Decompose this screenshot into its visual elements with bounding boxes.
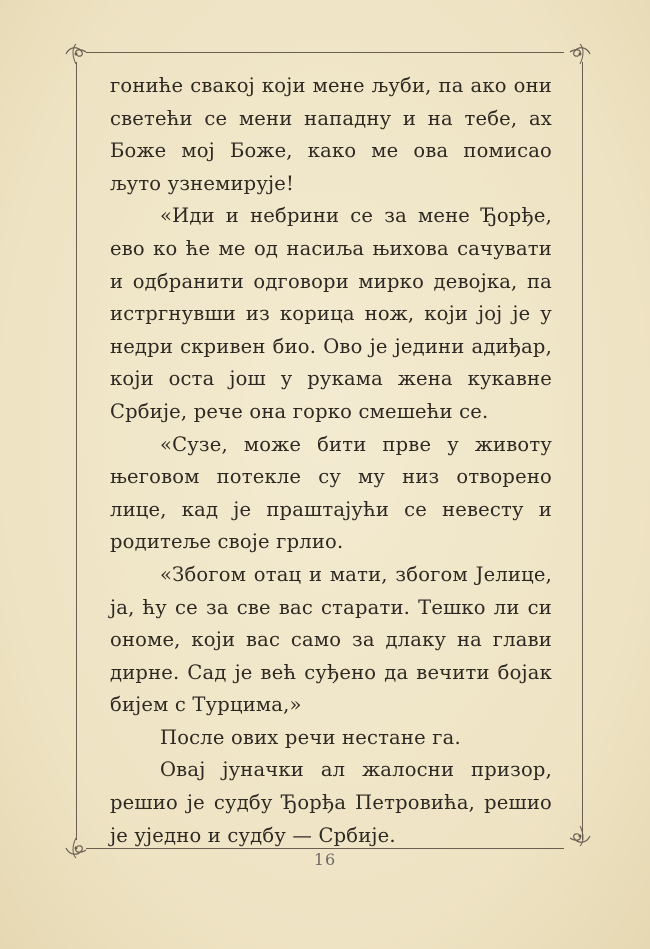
paragraph: «Збогом отац и мати, збогом Јелице, ја, ћу се за све вас старати. Тешко ли си ономе, који вас само за длаку на глави дирне. Сад је већ суђено да вечити бојак бијем с Турцима,» xyxy=(110,562,552,717)
paragraph: Овај јуначки ал жалосни призор, решио је судбу Ђорђа Петровића, решио је уједно и судбу — Србије. xyxy=(110,758,552,847)
paragraph: После ових речи нестане га. xyxy=(160,725,461,749)
corner-ornament-icon xyxy=(62,40,90,68)
corner-ornament-icon xyxy=(566,40,594,68)
corner-ornament-icon xyxy=(566,822,594,850)
body-text xyxy=(110,70,552,852)
frame-top-rule xyxy=(86,52,564,53)
paragraph: гониће свакој који мене љуби, па ако они светећи се мени нападну и на тебе, ах Боже мој Боже, како ме ова помисао љуто узнемирује! xyxy=(110,74,552,195)
paragraph: «Иди и небрини се за мене Ђорђе, ево ко ће ме од насиља њихова сачувати и одбранити одговори мирко девојка, па истргнувши из корица нож, који јој је у недри скривен био. Ово је једини адиђар, који оста још у рукама жена кукавне Србије, рече она горко смешећи се. xyxy=(110,204,552,423)
page-number: 16 xyxy=(313,850,337,869)
frame-left-rule xyxy=(76,62,77,840)
paragraph: «Сузе, може бити прве у животу његовом потекле су му низ отворено лице, кад је праштајући се невесту и родитеље своје грлио. xyxy=(110,432,552,554)
frame-right-rule xyxy=(582,62,583,840)
